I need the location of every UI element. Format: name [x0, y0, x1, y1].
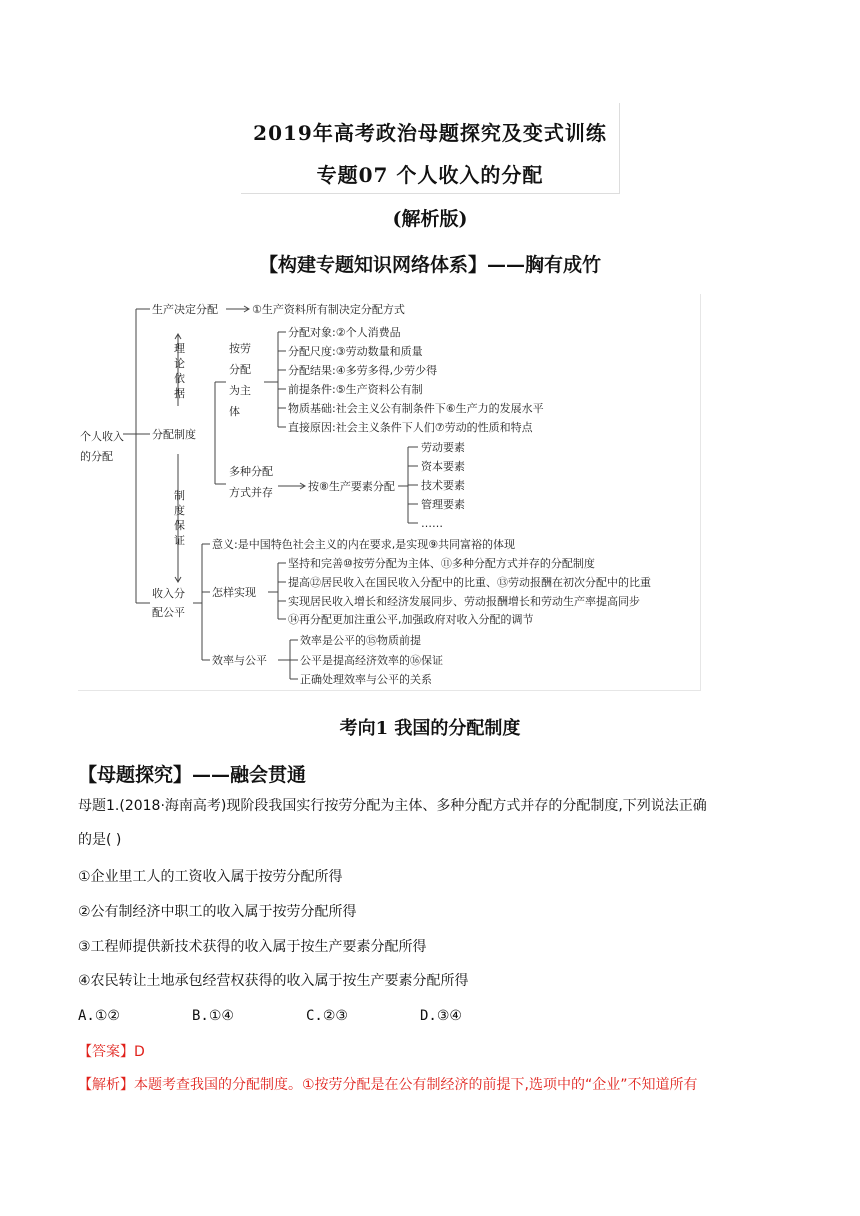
node-shengchan: 生产决定分配	[152, 303, 218, 316]
label-baozheng-4: 证	[174, 534, 185, 547]
zenyang-item: 提高⑫居民收入在国民收入分配中的比重、⑬劳动报酬在初次分配中的比重	[288, 576, 651, 589]
node-anlao-3: 为主	[229, 384, 251, 397]
label-baozheng-2: 度	[174, 504, 185, 517]
analysis-line: 【解析】本题考查我国的分配制度。①按劳分配是在公有制经济的前提下,选项中的“企业”不知道所有	[78, 1077, 698, 1093]
subtitle: (解析版)	[392, 208, 468, 230]
anlao-item: 分配结果:④多劳多得,少劳少得	[288, 364, 438, 377]
zenyang-item: 坚持和完善⑩按劳分配为主体、⑪多种分配方式并存的分配制度	[288, 557, 595, 570]
question-option: ④农民转让土地承包经营权获得的收入属于按生产要素分配所得	[78, 973, 469, 989]
node-zenyang: 怎样实现	[212, 586, 256, 599]
node-anlao-1: 按劳	[229, 342, 251, 355]
xiaolv-item: 公平是提高经济效率的⑯保证	[300, 654, 443, 667]
answer-choices	[78, 1006, 534, 1026]
document-topic: 专题07 个人收入的分配	[316, 163, 544, 187]
node-yiyi: 意义:是中国特色社会主义的内在要求,是实现⑨共同富裕的体现	[212, 538, 516, 551]
yaosu-item: 资本要素	[421, 460, 465, 473]
yaosu-item: 劳动要素	[421, 441, 465, 454]
label-lilun-1: 理	[174, 342, 185, 355]
node-duozhong-1: 多种分配	[229, 465, 273, 478]
node-anlao-4: 体	[229, 405, 240, 418]
choice-d: D.③④	[420, 1008, 462, 1024]
xiaolv-item: 效率是公平的⑮物质前提	[300, 634, 421, 647]
mu-ti-heading: 【母题探究】——融会贯通	[78, 764, 307, 786]
section-heading: 【构建专题知识网络体系】——胸有成竹	[258, 254, 601, 276]
zenyang-item: ⑭再分配更加注重公平,加强政府对收入分配的调节	[288, 613, 534, 626]
yaosu-item: 管理要素	[421, 498, 465, 511]
choice-a: A.①②	[78, 1008, 120, 1024]
choice-b: B.①④	[192, 1008, 234, 1024]
xiaolv-item: 正确处理效率与公平的关系	[300, 673, 432, 686]
label-lilun-2: 论	[174, 357, 185, 370]
diagram-svg	[78, 294, 700, 690]
label-lilun-3: 依	[174, 372, 185, 385]
anlao-item: 分配对象:②个人消费品	[288, 326, 401, 339]
node-xiaolv: 效率与公平	[212, 654, 267, 667]
document-title: 2019年高考政治母题探究及变式训练	[253, 121, 607, 145]
yaosu-item: ……	[421, 517, 443, 530]
node-fenpei-zhidu: 分配制度	[152, 428, 196, 441]
anlao-item: 分配尺度:③劳动数量和质量	[288, 345, 423, 358]
title-block	[241, 103, 620, 194]
anlao-item: 前提条件:⑤生产资料公有制	[288, 383, 423, 396]
label-lilun-4: 据	[174, 387, 185, 400]
knowledge-network-diagram	[78, 294, 701, 691]
node-shouru-1: 收入分	[152, 587, 185, 600]
question-option: ①企业里工人的工资收入属于按劳分配所得	[78, 869, 343, 885]
node-anlao-2: 分配	[229, 363, 251, 376]
root-node-line2: 的分配	[80, 450, 113, 463]
anlao-item: 物质基础:社会主义公有制条件下⑥生产力的发展水平	[288, 402, 544, 415]
node-shouru-2: 配公平	[152, 606, 185, 619]
anlao-item: 直接原因:社会主义条件下人们⑦劳动的性质和特点	[288, 421, 533, 434]
root-node-line1: 个人收入	[80, 430, 124, 443]
label-baozheng-3: 保	[174, 519, 185, 532]
node-yaosu: 按⑧生产要素分配	[308, 480, 395, 493]
zenyang-item: 实现居民收入增长和经济发展同步、劳动报酬增长和劳动生产率提高同步	[288, 595, 640, 608]
question-stem-line1: 母题1.(2018·海南高考)现阶段我国实行按劳分配为主体、多种分配方式并存的分配制度,下列说法正确	[78, 798, 707, 814]
answer-line: 【答案】D	[78, 1044, 145, 1060]
yaosu-item: 技术要素	[421, 479, 465, 492]
node-shengchan-detail: ①生产资料所有制决定分配方式	[252, 303, 405, 316]
question-stem-line2: 的是( )	[78, 832, 122, 848]
choice-c: C.②③	[306, 1008, 348, 1024]
question-option: ③工程师提供新技术获得的收入属于按生产要素分配所得	[78, 939, 427, 955]
kaoxiang-heading: 考向1 我国的分配制度	[339, 718, 521, 739]
label-baozheng-1: 制	[174, 489, 185, 502]
node-duozhong-2: 方式并存	[229, 486, 273, 499]
question-option: ②公有制经济中职工的收入属于按劳分配所得	[78, 904, 357, 920]
